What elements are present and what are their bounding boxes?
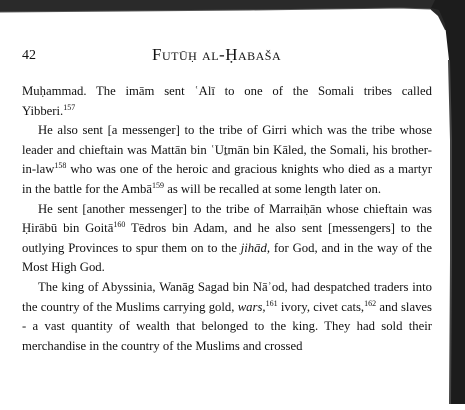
text-line: Muḥammad. The imām sent ʿAlī to one of the Somali tribes called — [22, 84, 432, 98]
paragraph-3 — [22, 200, 432, 278]
paragraph-4 — [22, 278, 432, 356]
italic-term: jihād, — [240, 240, 271, 255]
body-text — [22, 82, 432, 356]
text-span: who was one of the heroic and gracious knights who died as a martyr in the battle for the Ambā — [22, 162, 432, 196]
running-title-text: Futūḥ al-Ḥabaša — [152, 45, 282, 64]
page-edge-shadow-top — [0, 0, 465, 34]
running-title — [152, 45, 281, 65]
text-span: The king of Abyssinia, Wanāg Sagad bin Nāʾod, had despatched traders into the country of the Muslims carrying gold, — [22, 279, 432, 314]
text-span: as will be recalled at some length later on. — [164, 181, 382, 196]
text-span: for God, and in the way of the Most High God. — [22, 240, 432, 275]
paragraph-1 — [22, 82, 432, 121]
page-number: 42 — [22, 48, 36, 63]
text-span: Tēdros bin Adam, and he also sent [messengers] to the outlying Provinces to spur them on to the — [22, 221, 433, 255]
text-span: ivory, civet cats, — [277, 299, 365, 314]
footnote-ref: 162 — [364, 298, 377, 308]
text-span: Yibberi. — [22, 103, 64, 118]
book-page — [22, 30, 432, 410]
footnote-ref: 157 — [63, 102, 76, 112]
text-span: He also sent [a messenger] to the tribe of Girri which was the tribe whose leader and chieftain was Mattān bin ʿUṯmān bin Kāled, the Somali, his brother-in-law — [22, 123, 432, 177]
paragraph-2 — [22, 121, 432, 199]
text-span: He sent [another messenger] to the tribe of Marraiḥān whose chieftain was Ḥirābū bin Goitā — [22, 201, 432, 236]
footnote-ref: 158 — [54, 161, 67, 171]
footnote-ref: 161 — [265, 298, 278, 308]
italic-term: wars, — [237, 299, 266, 314]
text-span: and slaves - a vast quantity of wealth that belonged to the king. They had sold their merchandise in the country of the Muslims and crossed — [22, 299, 432, 353]
text-line — [22, 104, 75, 118]
footnote-ref: 159 — [152, 180, 165, 190]
footnote-ref: 160 — [113, 220, 126, 230]
page-header — [22, 45, 432, 72]
